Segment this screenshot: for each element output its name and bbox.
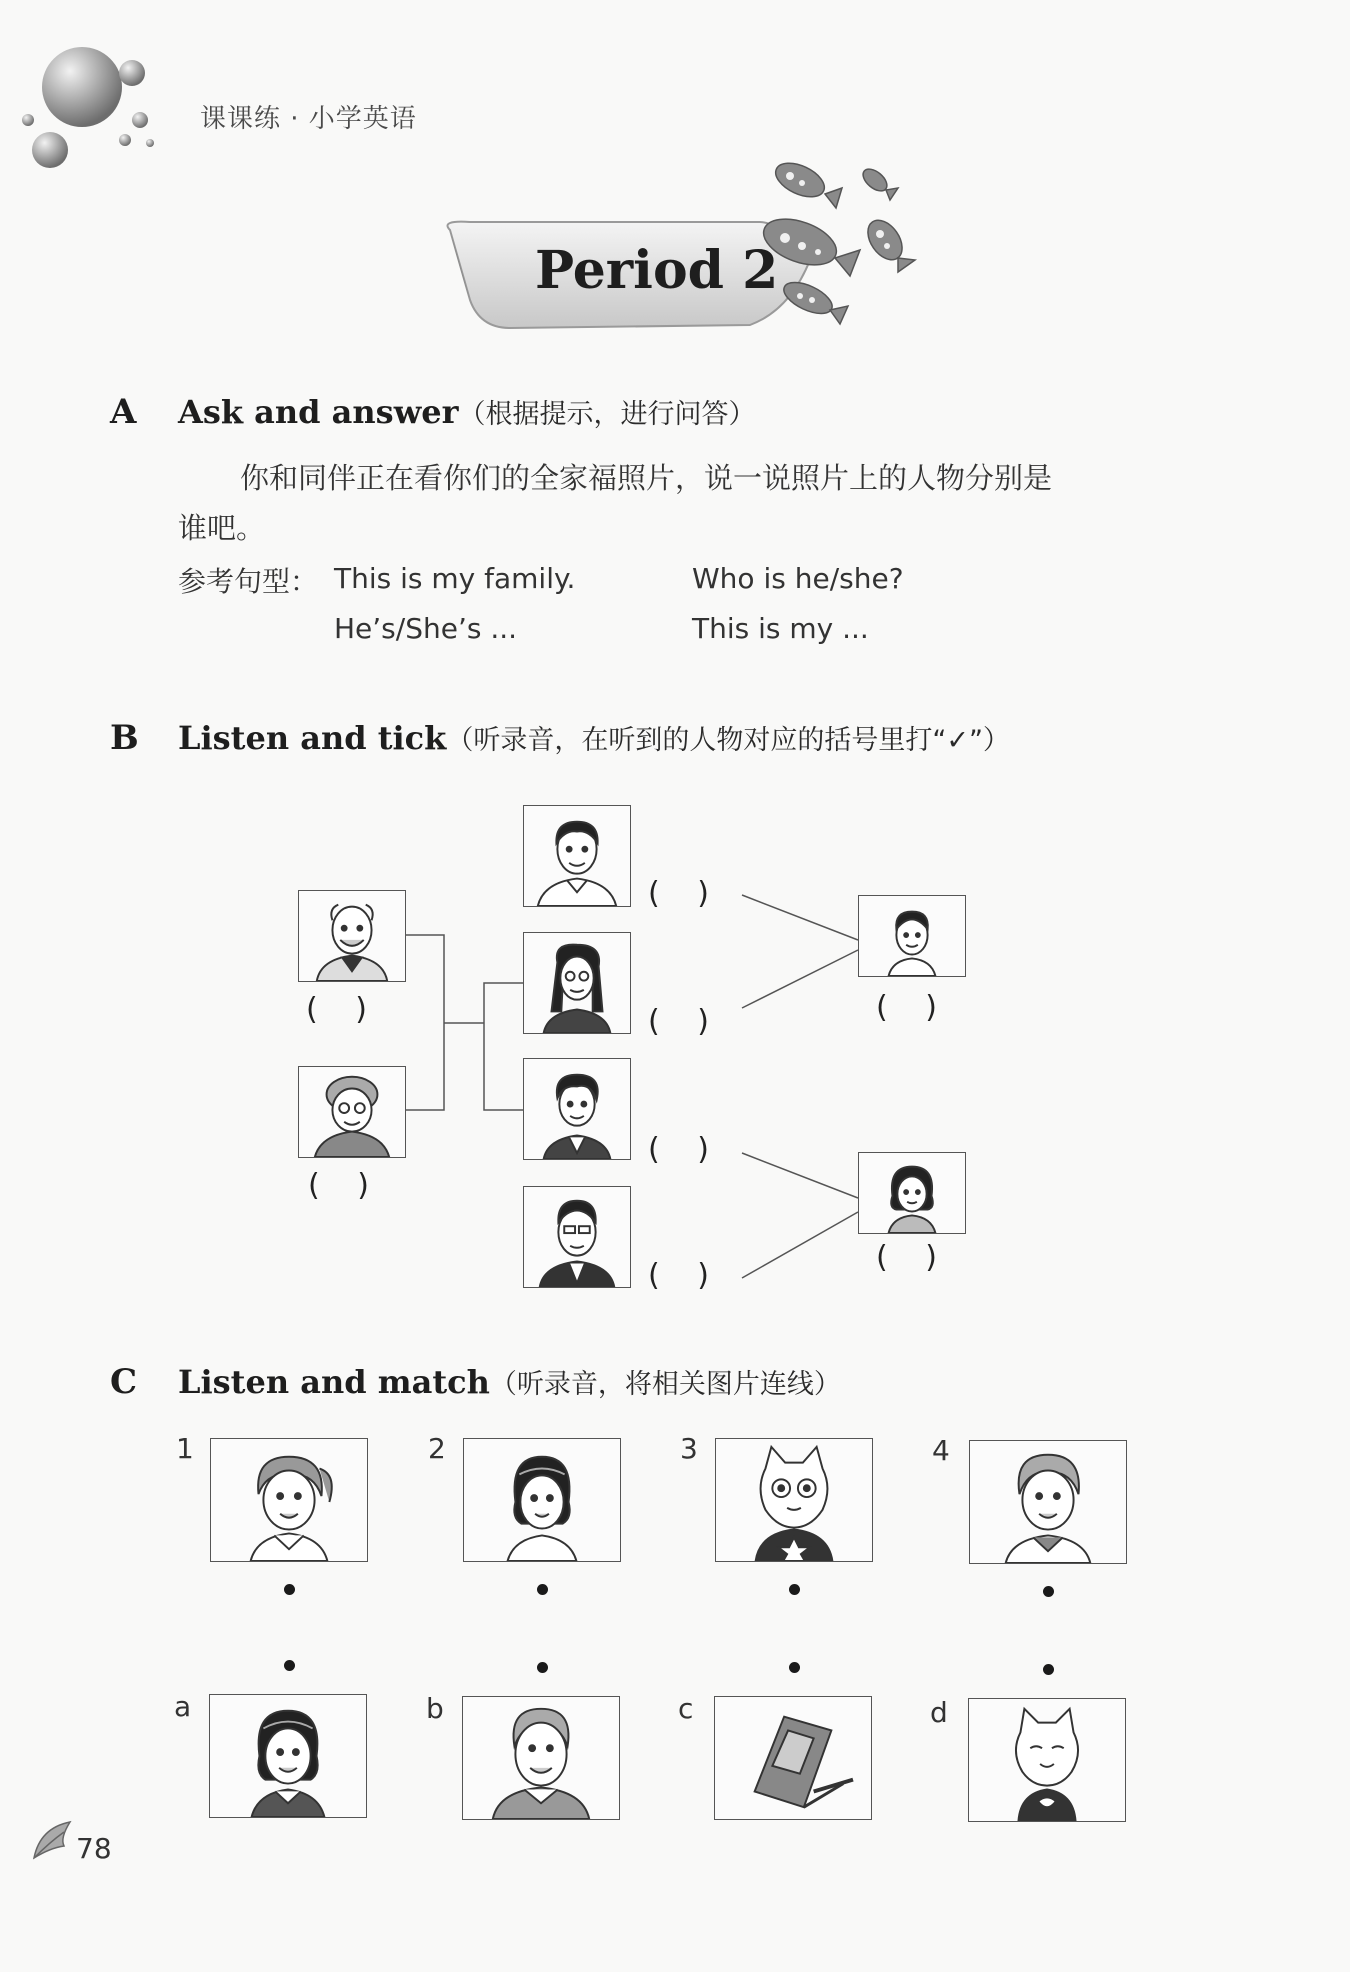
- match-picture-a: [209, 1694, 367, 1818]
- match-dot-c[interactable]: [789, 1662, 800, 1673]
- match-picture-d: [968, 1698, 1126, 1822]
- section-b-title: Listen and tick: [178, 719, 447, 757]
- section-c-letter: C: [110, 1362, 138, 1402]
- match-picture-3: [715, 1438, 873, 1562]
- match-picture-1: [210, 1438, 368, 1562]
- answer-bracket-father[interactable]: ( ): [648, 876, 709, 911]
- ref-label: 参考句型：: [178, 565, 319, 598]
- girl-portrait: [858, 1152, 966, 1234]
- book-title: 课课练 · 小学英语: [200, 104, 417, 134]
- match-dot-1[interactable]: [284, 1584, 295, 1595]
- match-picture-4: [969, 1440, 1127, 1564]
- section-c-title: Listen and match: [178, 1363, 490, 1401]
- page-title: Period 2: [535, 240, 779, 301]
- aunt-portrait: [523, 932, 631, 1034]
- match-label-1: 1: [176, 1432, 194, 1465]
- match-label-2: 2: [428, 1432, 446, 1465]
- match-dot-3[interactable]: [789, 1584, 800, 1595]
- page-number: 78: [76, 1832, 112, 1865]
- answer-bracket-uncle[interactable]: ( ): [648, 1258, 709, 1293]
- section-a-letter: A: [110, 392, 137, 432]
- grandpa-portrait: [298, 890, 406, 982]
- mother-portrait: [523, 1058, 631, 1160]
- section-a-title: Ask and answer: [178, 393, 459, 431]
- match-label-4: 4: [932, 1434, 950, 1467]
- ref-sentence-4: This is my ...: [692, 612, 869, 645]
- answer-bracket-boy[interactable]: ( ): [876, 990, 937, 1025]
- ref-sentence-2: He’s/She’s ...: [334, 612, 518, 645]
- boy-portrait: [858, 895, 966, 977]
- match-dot-b[interactable]: [537, 1662, 548, 1673]
- father-portrait: [523, 805, 631, 907]
- section-c-heading: [178, 1362, 841, 1401]
- match-label-c: c: [678, 1692, 694, 1725]
- section-a-note: （根据提示，进行问答）: [458, 399, 756, 430]
- section-a-instruction-1: 你和同伴正在看你们的全家福照片，说一说照片上的人物分别是: [240, 461, 1053, 495]
- match-dot-2[interactable]: [537, 1584, 548, 1595]
- match-dot-d[interactable]: [1043, 1664, 1054, 1675]
- answer-bracket-grandma[interactable]: ( ): [308, 1168, 369, 1203]
- section-b-note: （听录音，在听到的人物对应的括号里打“✓”）: [446, 725, 1010, 756]
- match-label-b: b: [426, 1692, 444, 1725]
- ref-sentence-3: Who is he/she?: [692, 562, 904, 595]
- match-dot-4[interactable]: [1043, 1586, 1054, 1597]
- match-label-a: a: [174, 1690, 192, 1723]
- section-c-note: （听录音，将相关图片连线）: [489, 1369, 841, 1400]
- match-label-d: d: [930, 1696, 948, 1729]
- match-label-3: 3: [680, 1432, 698, 1465]
- match-dot-a[interactable]: [284, 1660, 295, 1671]
- section-a-instruction-2: 谁吧。: [178, 511, 266, 545]
- answer-bracket-aunt[interactable]: ( ): [648, 1004, 709, 1039]
- leaf-icon: [30, 1818, 78, 1862]
- match-picture-b: [462, 1696, 620, 1820]
- match-picture-2: [463, 1438, 621, 1562]
- answer-bracket-mother[interactable]: ( ): [648, 1132, 709, 1167]
- uncle-portrait: [523, 1186, 631, 1288]
- answer-bracket-girl[interactable]: ( ): [876, 1240, 937, 1275]
- grandma-portrait: [298, 1066, 406, 1158]
- answer-bracket-grandpa[interactable]: ( ): [306, 992, 367, 1027]
- section-b-letter: B: [110, 718, 139, 758]
- ref-sentence-1: This is my family.: [334, 562, 576, 595]
- match-picture-c: [714, 1696, 872, 1820]
